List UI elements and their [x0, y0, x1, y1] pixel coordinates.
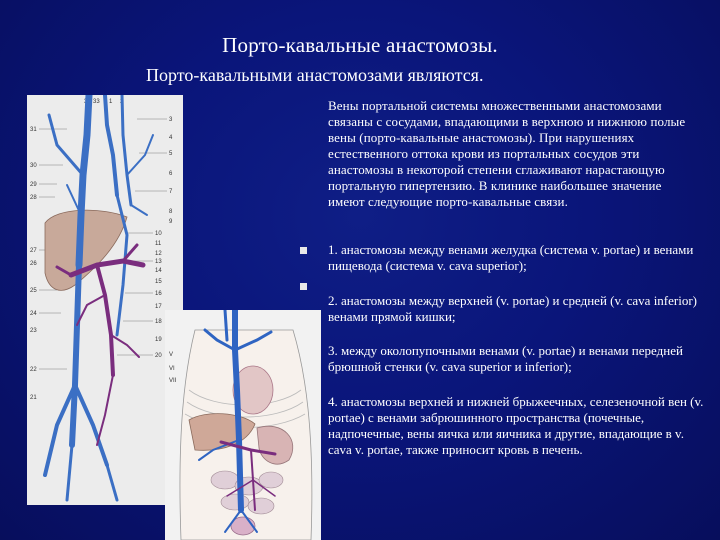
bullet-marker	[300, 247, 307, 254]
fig1-label: 12	[155, 251, 162, 257]
fig1-label: 32	[84, 99, 91, 105]
fig1-label: 24	[30, 311, 37, 317]
fig1-label: 3	[169, 117, 173, 123]
anastomosis-item-3: 3. между околопупочными венами (v. portae) и венами передней брюшной стенки (v. cava superior и inferior);	[328, 343, 683, 374]
fig1-label: 9	[169, 219, 173, 225]
fig2-label: V	[169, 352, 174, 358]
fig1-label: 7	[169, 189, 173, 195]
fig1-label: 2	[120, 99, 124, 105]
anastomosis-item-4: 4. анастомозы верхней и нижней брыжеечных, селезеночной вен (v. portae) с венами забрюшинного пространства (почечные, надпочечные, вены яичка или яичника и другие, впадающие в v. cava v. portae, также приносит кровь в печень.	[328, 394, 704, 457]
fig2-label: VI	[169, 366, 175, 372]
fig1-label: 33	[93, 99, 100, 105]
slide-title: Порто-кавальные анастомозы.	[222, 33, 498, 57]
fig1-label: 10	[155, 231, 162, 237]
fig1-label: 19	[155, 337, 162, 343]
abdominal-organs-illustration	[165, 310, 321, 540]
fig1-label: 17	[155, 304, 162, 310]
fig1-label: 20	[155, 353, 162, 359]
bullet-marker	[300, 283, 307, 290]
fig1-label: 29	[30, 182, 37, 188]
intro-paragraph: Вены портальной системы множественными анастомозами связаны с сосудами, впадающими в верхнюю и нижнюю полые вены (порто-кавальные анастомозы). При нарушениях естественного оттока крови из портальных сосудов эти анастомозы в некоторой степени сглаживают нарастающую портальную гипертензию. В клинике наибольшее значение имеют следующие порто-кавальные связи.	[328, 98, 686, 209]
anastomosis-item-1: 1. анастомозы между венами желудка (система v. portae) и венами пищевода (система v. cava superior);	[328, 242, 694, 273]
fig2-label: VII	[169, 378, 177, 384]
fig1-label: 4	[169, 135, 173, 141]
fig1-label: 30	[30, 163, 37, 169]
fig1-label: 21	[30, 395, 37, 401]
fig1-label: 11	[155, 241, 162, 247]
fig1-label: 22	[30, 367, 37, 373]
fig1-label: 8	[169, 209, 173, 215]
fig1-label: 13	[155, 259, 162, 265]
fig1-label: 26	[30, 261, 37, 267]
fig1-label: 15	[155, 279, 162, 285]
fig1-label: 1	[109, 99, 113, 105]
fig1-label: 6	[169, 171, 173, 177]
slide-subtitle: Порто-кавальными анастомозами являются.	[146, 65, 484, 85]
fig1-label: 25	[30, 288, 37, 294]
fig1-label: 5	[169, 151, 173, 157]
fig1-label: 16	[155, 291, 162, 297]
fig1-label: 31	[30, 127, 37, 133]
fig1-label: 28	[30, 195, 37, 201]
fig1-label: 14	[155, 268, 162, 274]
fig1-label: 23	[30, 328, 37, 334]
fig1-label: 18	[155, 319, 162, 325]
portal-system-illustration	[27, 95, 183, 505]
anastomosis-item-2: 2. анастомозы между верхней (v. portae) и средней (v. cava inferior) венами прямой кишки;	[328, 293, 698, 324]
fig1-label: 27	[30, 248, 37, 254]
